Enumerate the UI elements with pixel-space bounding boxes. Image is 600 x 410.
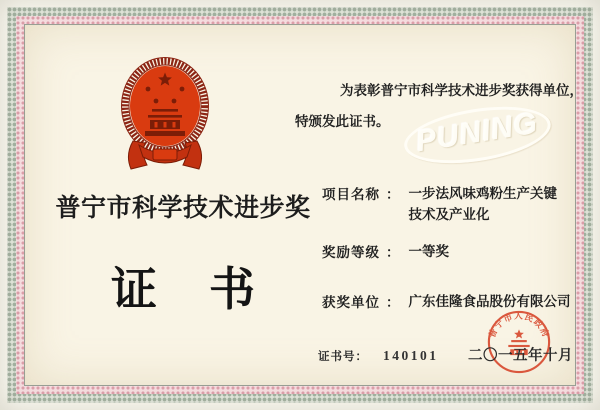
field-value-line-2: 技术及产业化 [408,207,490,222]
certificate-title-char-2: 书 [209,264,255,315]
field-label: 奖励等级 [322,245,380,260]
certificate-body [24,24,583,386]
field-row-award-level [322,241,449,262]
award-title: 普宁市科学技术进步奖 [55,195,311,222]
watermark-text: PUNING [413,106,541,158]
field-colon: ： [386,187,400,202]
certificate-number [318,348,439,364]
government-seal [485,308,553,376]
ornamental-border-green [7,7,593,403]
field-colon: ： [386,245,400,260]
certificate-number-label: 证书号： [318,351,368,363]
field-label: 项目名称 [322,187,380,202]
ornamental-border-pink [16,16,584,394]
intro-line-1: 为表彰普宁市科学技术进步奖获得单位， [340,83,583,98]
certificate-number-value: 140101 [383,348,439,363]
intro-line-2: 特颁发此证书。 [295,114,390,129]
certificate-title [37,253,329,319]
issue-date: 二〇一五年十月 [468,348,573,364]
field-colon: ： [386,295,400,310]
intro-paragraph [295,75,583,137]
certificate-title-char-1: 证 [111,264,157,315]
field-value-line-1: 一步法风味鸡粉生产关键 [408,186,557,201]
seal-text: 普宁市人民政府 [486,310,552,340]
field-value [409,183,567,225]
field-value: 一等奖 [408,244,449,259]
field-label: 获奖单位 [322,295,380,310]
field-value: 广东佳隆食品股份有限公司 [408,294,571,309]
field-row-project-name [322,183,567,225]
national-emblem-icon [121,57,209,171]
